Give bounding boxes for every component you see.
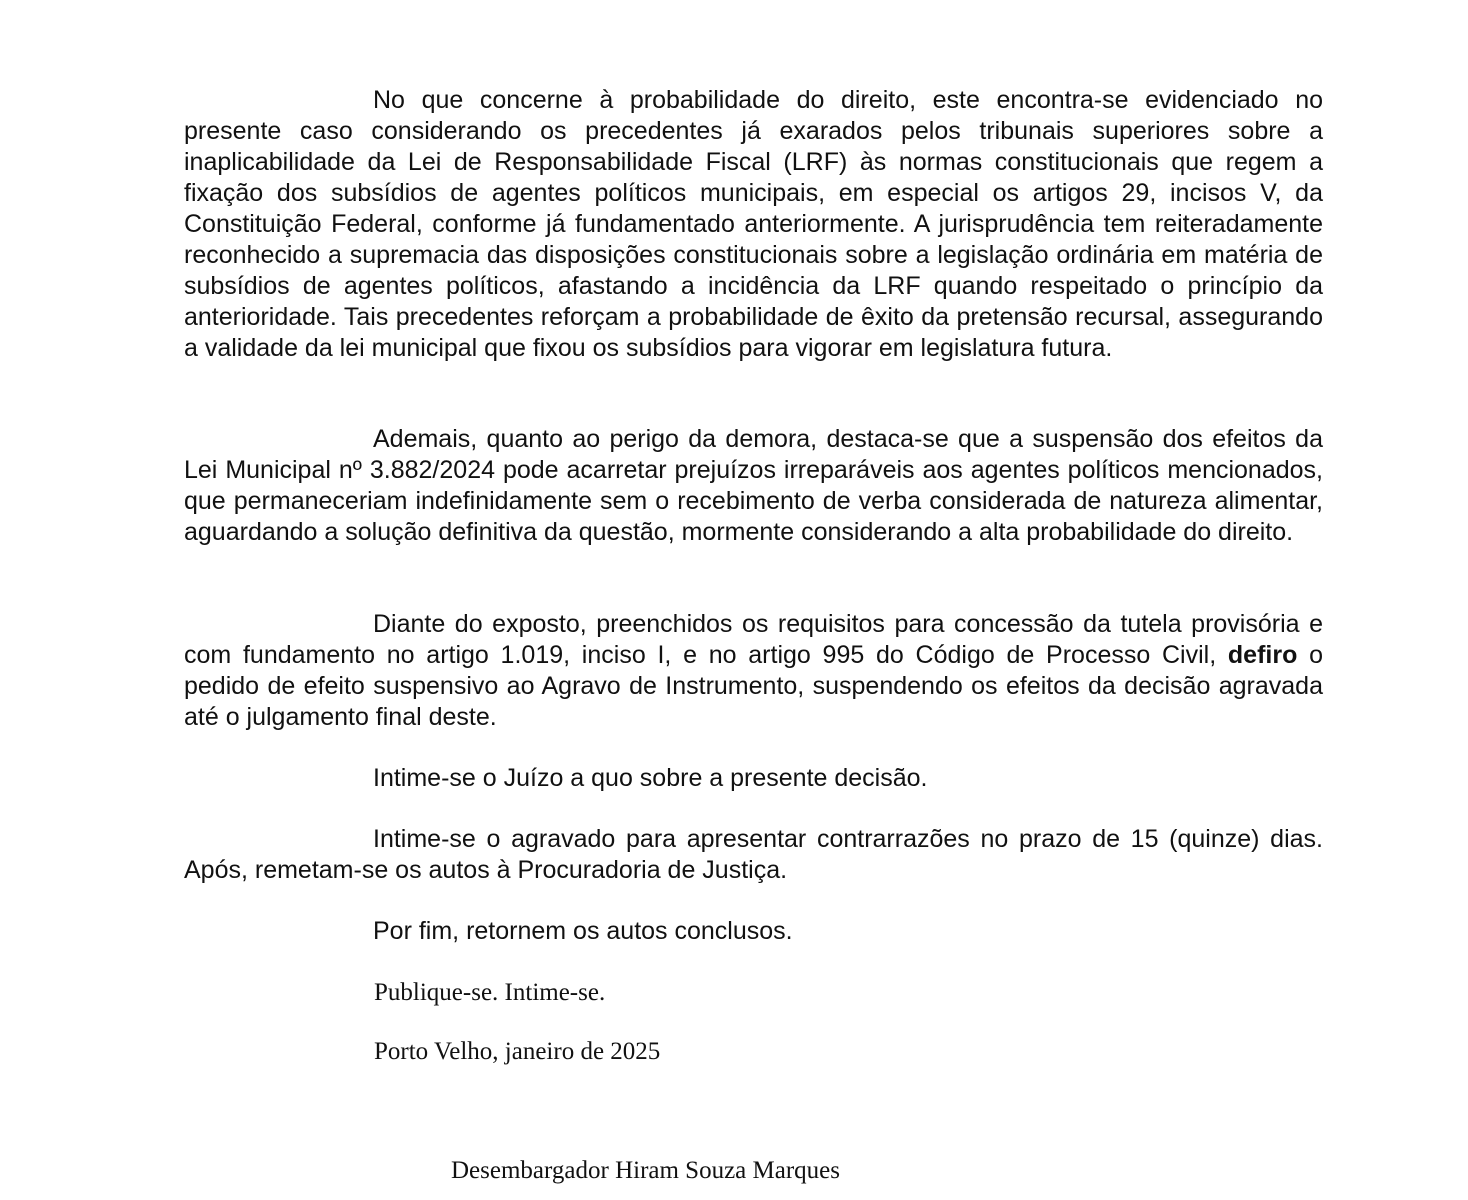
paragraph-perigo-demora: Ademais, quanto ao perigo da demora, destaca-se que a suspensão dos efeitos da Lei Municipal nº 3.882/2024 pode acarretar prejuízos irreparáveis aos agentes políticos mencionados, que permaneceriam indefinidamente sem o recebimento de verba considerada de natureza alimentar, aguardando a solução definitiva da questão, mormente considerando a alta probabilidade do direito. bbox=[184, 425, 1323, 546]
paragraph-retornem-autos: Por fim, retornem os autos conclusos. bbox=[373, 917, 793, 945]
paragraph-intime-agravado: Intime-se o agravado para apresentar contrarrazões no prazo de 15 (quinze) dias. Após, remetam-se os autos à Procuradoria de Justiça. bbox=[184, 825, 1323, 884]
decisao-text-before: Diante do exposto, preenchidos os requisitos para concessão da tutela provisória e com fundamento no artigo 1.019, inciso I, e no artigo 995 do Código de Processo Civil, bbox=[184, 610, 1323, 669]
signature-line: Desembargador Hiram Souza Marques bbox=[451, 1157, 841, 1184]
paragraph-intime-juizo: Intime-se o Juízo a quo sobre a presente decisão. bbox=[373, 764, 928, 792]
decisao-text-after: o pedido de efeito suspensivo ao Agravo de Instrumento, suspendendo os efeitos da decisão agravada até o julgamento final deste. bbox=[184, 641, 1323, 731]
paragraph-decisao bbox=[184, 609, 1323, 733]
closing-place-date: Porto Velho, janeiro de 2025 bbox=[374, 1038, 661, 1065]
decisao-defiro-bold: defiro bbox=[1227, 641, 1298, 669]
paragraph-probabilidade-direito: No que concerne à probabilidade do direito, este encontra-se evidenciado no presente caso considerando os precedentes já exarados pelos tribunais superiores sobre a inaplicabilidade da Lei de Responsabilidade Fiscal (LRF) às normas constitucionais que regem a fixação dos subsídios de agentes políticos municipais, em especial os artigos 29, incisos V, da Constituição Federal, conforme já fundamentado anteriormente. A jurisprudência tem reiteradamente reconhecido a supremacia das disposições constitucionais sobre a legislação ordinária em matéria de subsídios de agentes políticos, afastando a incidência da LRF quando respeitado o princípio da anterioridade. Tais precedentes reforçam a probabilidade de êxito da pretensão recursal, assegurando a validade da lei municipal que fixou os subsídios para vigorar em legislatura futura. bbox=[184, 86, 1323, 362]
closing-publique: Publique-se. Intime-se. bbox=[374, 979, 606, 1006]
